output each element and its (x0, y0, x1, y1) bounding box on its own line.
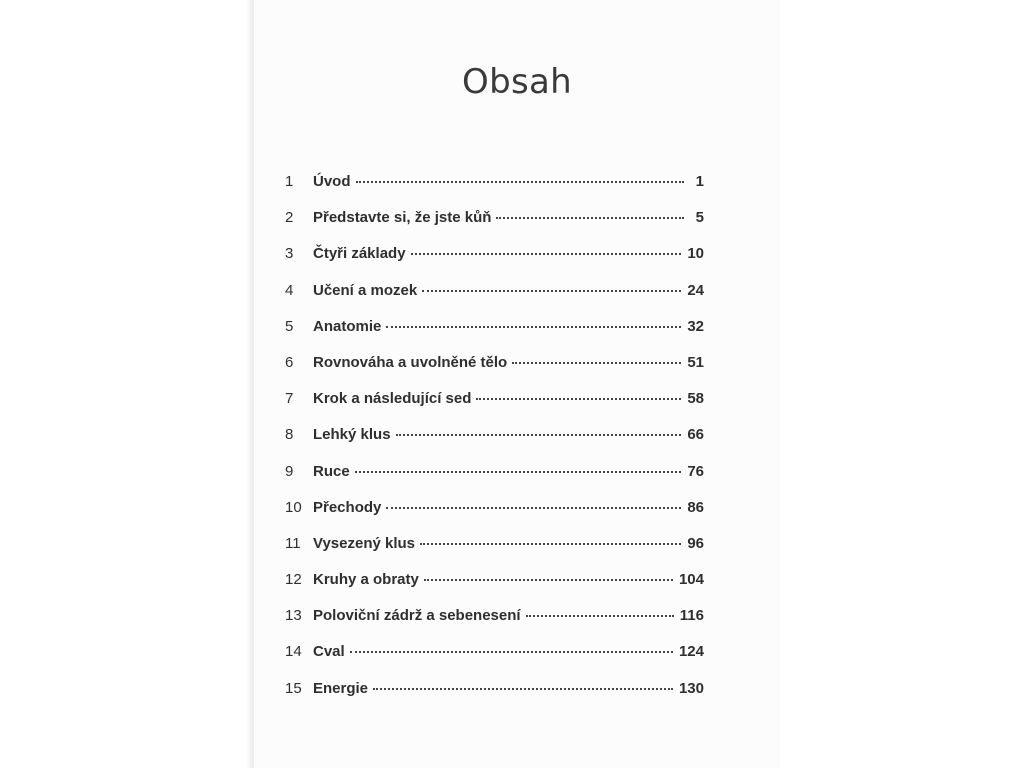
toc-entry-title: Krok a následující sed (313, 390, 472, 408)
toc-entry-number: 5 (285, 317, 294, 335)
toc-dot-leader (373, 688, 673, 690)
toc-dot-leader (350, 651, 673, 653)
toc-dot-leader (422, 290, 681, 292)
toc-entry-number: 2 (285, 209, 294, 227)
toc-entry-title: Anatomie (313, 317, 382, 335)
toc-entry-12 (285, 571, 704, 607)
toc-entry-page: 124 (678, 643, 704, 661)
toc-entry-6 (285, 354, 704, 390)
toc-entry-11 (285, 535, 704, 571)
toc-dot-leader (512, 362, 681, 364)
toc-entry-title: Učení a mozek (313, 281, 418, 299)
toc-entry-page: 1 (695, 173, 704, 190)
toc-entry-number: 6 (285, 353, 294, 371)
toc-entry-number: 9 (285, 462, 294, 480)
toc-dot-leader (424, 579, 673, 581)
toc-entry-page: 32 (687, 317, 704, 335)
toc-entry-number: 8 (285, 426, 294, 444)
toc-entry-13 (285, 607, 704, 643)
toc-entry-4 (285, 282, 704, 318)
toc-entry-page: 86 (687, 498, 704, 516)
toc-entry-10 (285, 499, 704, 535)
toc-entry-page: 96 (687, 534, 704, 552)
toc-entry-number: 11 (285, 534, 301, 552)
toc-entry-number: 1 (285, 173, 294, 190)
toc-dot-leader (526, 615, 674, 617)
toc-dot-leader (356, 181, 685, 183)
toc-entry-7 (285, 390, 704, 426)
toc-dot-leader (386, 507, 681, 509)
toc-entry-number: 12 (285, 571, 302, 589)
toc-entry-1 (285, 173, 704, 209)
toc-entry-title: Kruhy a obraty (313, 571, 419, 589)
toc-entry-title: Energie (313, 679, 369, 697)
toc-entry-15 (285, 680, 704, 716)
toc-entry-8 (285, 426, 704, 462)
toc-entry-3 (285, 245, 704, 281)
toc-entry-number: 15 (285, 679, 302, 697)
toc-entry-page: 51 (687, 353, 704, 371)
toc-dot-leader (411, 253, 682, 255)
page-title: Obsah (462, 62, 572, 102)
toc-entry-number: 10 (285, 498, 302, 516)
toc-entry-title: Představte si, že jste kůň (313, 209, 492, 227)
toc-dot-leader (396, 434, 682, 436)
toc-entry-page: 130 (678, 679, 704, 697)
toc-entry-title: Čtyři základy (313, 245, 406, 263)
toc-entry-2 (285, 209, 704, 245)
toc-entry-number: 14 (285, 643, 302, 661)
toc-dot-leader (355, 471, 682, 473)
toc-entry-title: Poloviční zádrž a sebenesení (313, 607, 521, 625)
toc-entry-page: 58 (687, 390, 704, 408)
toc-entry-title: Rovnováha a uvolněné tělo (313, 353, 508, 371)
table-of-contents (285, 173, 704, 716)
toc-entry-title: Lehký klus (313, 426, 391, 444)
toc-entry-9 (285, 463, 704, 499)
toc-entry-page: 24 (687, 281, 704, 299)
toc-entry-title: Ruce (313, 462, 350, 480)
toc-entry-page: 116 (679, 607, 704, 625)
toc-entry-number: 4 (285, 281, 294, 299)
toc-entry-number: 13 (285, 607, 302, 625)
toc-entry-page: 5 (695, 209, 704, 227)
toc-entry-number: 7 (285, 390, 294, 408)
toc-entry-page: 66 (687, 426, 704, 444)
toc-dot-leader (420, 543, 681, 545)
toc-entry-page: 76 (687, 462, 704, 480)
toc-entry-14 (285, 643, 704, 679)
toc-entry-title: Přechody (313, 498, 382, 516)
toc-entry-title: Vysezený klus (313, 534, 416, 552)
toc-dot-leader (386, 326, 681, 328)
toc-entry-number: 3 (285, 245, 294, 263)
toc-entry-title: Úvod (313, 173, 351, 190)
toc-entry-title: Cval (313, 643, 345, 661)
toc-entry-5 (285, 318, 704, 354)
toc-dot-leader (496, 217, 684, 219)
toc-entry-page: 10 (687, 245, 704, 263)
toc-dot-leader (476, 398, 681, 400)
toc-entry-page: 104 (678, 571, 704, 589)
